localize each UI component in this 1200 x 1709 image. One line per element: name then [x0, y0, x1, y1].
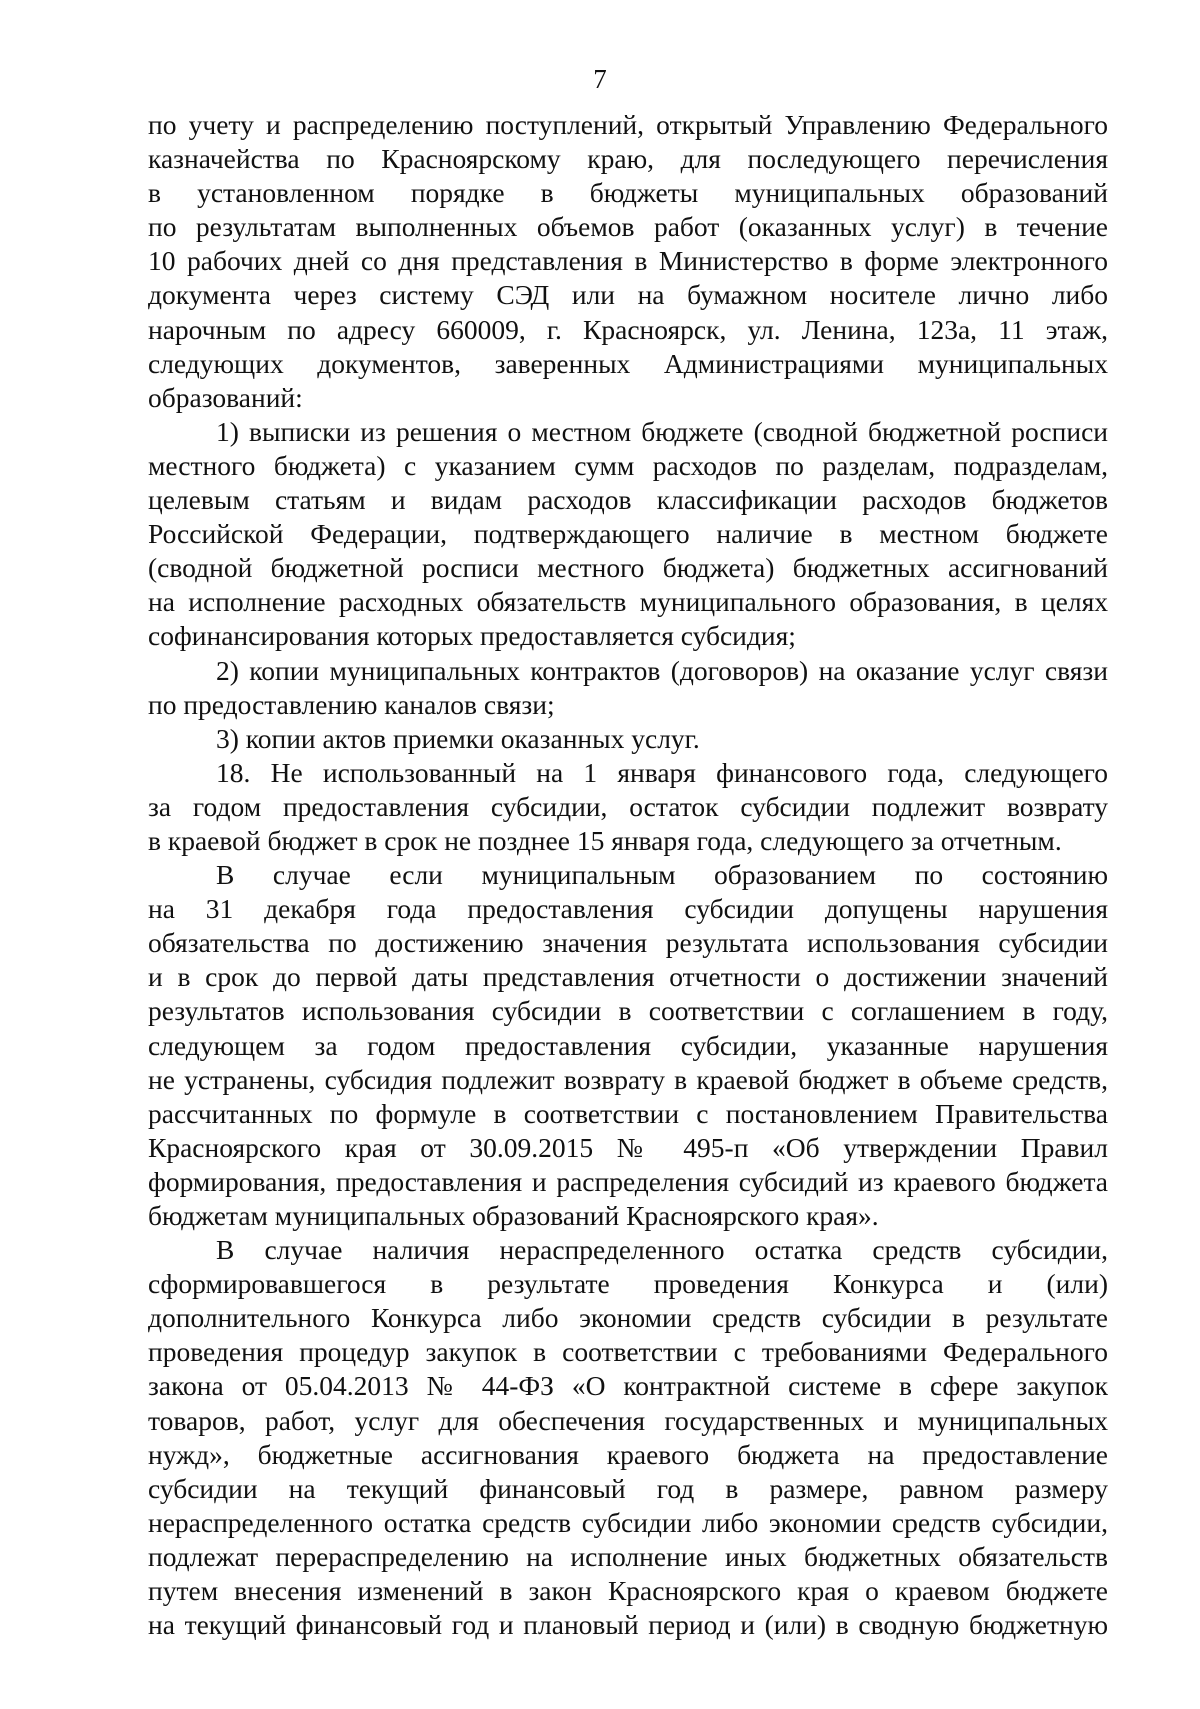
document-body — [148, 108, 1108, 1642]
text-line: бюджетам муниципальных образований Красноярского края». — [148, 1200, 879, 1231]
text-line: следующих документов, заверенных Администрациями муниципальных — [148, 347, 1108, 379]
text-line: и в срок до первой даты представления отчетности о достижении значений — [148, 961, 1108, 993]
text-line: нераспределенного остатка средств субсидии либо экономии средств субсидии, — [148, 1506, 1108, 1538]
text-line: подлежат перераспределению на исполнение иных бюджетных обязательств — [148, 1540, 1108, 1572]
text-line: путем внесения изменений в закон Красноярского края о краевом бюджете — [148, 1575, 1108, 1607]
text-line: товаров, работ, услуг для обеспечения государственных и муниципальных — [148, 1404, 1108, 1436]
text-line: на текущий финансовый год и плановый период и (или) в сводную бюджетную — [148, 1609, 1108, 1641]
text-line: целевым статьям и видам расходов классификации расходов бюджетов — [148, 484, 1108, 516]
text-line: обязательства по достижению значения результата использования субсидии — [148, 927, 1108, 959]
text-line: В случае если муниципальным образованием по состоянию — [216, 859, 1108, 891]
text-line: следующем за годом предоставления субсидии, указанные нарушения — [148, 1029, 1108, 1061]
text-line: документа через систему СЭД или на бумажном носителе лично либо — [148, 279, 1108, 311]
text-line: по результатам выполненных объемов работ (оказанных услуг) в течение — [148, 211, 1108, 243]
text-line: в краевой бюджет в срок не позднее 15 января года, следующего за отчетным. — [148, 824, 1062, 856]
text-line: за годом предоставления субсидии, остаток субсидии подлежит возврату — [148, 790, 1108, 822]
text-line: на 31 декабря года предоставления субсидии допущены нарушения — [148, 893, 1108, 925]
text-line: казначейства по Красноярскому краю, для последующего перечисления — [148, 143, 1108, 175]
text-line: (сводной бюджетной росписи местного бюджета) бюджетных ассигнований — [148, 552, 1108, 584]
text-line: местного бюджета) с указанием сумм расходов по разделам, подразделам, — [148, 449, 1108, 481]
text-line: В случае наличия нераспределенного остатка средств субсидии, — [216, 1234, 1108, 1266]
text-line: проведения процедур закупок в соответствии с требованиями Федерального — [148, 1336, 1108, 1368]
text-line: на исполнение расходных обязательств муниципального образования, в целях — [148, 586, 1108, 618]
text-line: нужд», бюджетные ассигнования краевого бюджета на предоставление — [148, 1438, 1108, 1470]
text-line: субсидии на текущий финансовый год в размере, равном размеру — [148, 1472, 1108, 1504]
text-line: результатов использования субсидии в соответствии с соглашением в году, — [148, 995, 1108, 1027]
text-line: сформировавшегося в результате проведения Конкурса и (или) — [148, 1268, 1108, 1300]
page-number: 7 — [593, 64, 607, 94]
text-line: 18. Не использованный на 1 января финансового года, следующего — [216, 756, 1108, 788]
text-line: закона от 05.04.2013 № 44-ФЗ «О контрактной системе в сфере закупок — [148, 1370, 1108, 1402]
text-line: дополнительного Конкурса либо экономии средств субсидии в результате — [148, 1302, 1108, 1334]
text-line: 1) выписки из решения о местном бюджете (сводной бюджетной росписи — [216, 415, 1108, 447]
text-line: нарочным по адресу 660009, г. Красноярск, ул. Ленина, 123а, 11 этаж, — [148, 313, 1108, 345]
text-line: образований: — [148, 381, 303, 413]
text-line: Красноярского края от 30.09.2015 № 495-п «Об утверждении Правил — [148, 1131, 1108, 1163]
text-line: по учету и распределению поступлений, открытый Управлению Федерального — [148, 109, 1108, 140]
text-line: формирования, предоставления и распределения субсидий из краевого бюджета — [148, 1165, 1108, 1197]
text-line: 3) копии актов приемки оказанных услуг. — [216, 722, 700, 754]
text-line: рассчитанных по формуле в соответствии с постановлением Правительства — [148, 1097, 1108, 1129]
text-line: 2) копии муниципальных контрактов (договоров) на оказание услуг связи — [216, 654, 1108, 686]
text-line: не устранены, субсидия подлежит возврату в краевой бюджет в объеме средств, — [148, 1063, 1108, 1095]
text-line: софинансирования которых предоставляется субсидия; — [148, 620, 796, 652]
text-line: Российской Федерации, подтверждающего наличие в местном бюджете — [148, 518, 1108, 550]
text-line: 10 рабочих дней со дня представления в Министерство в форме электронного — [148, 245, 1108, 277]
text-line: по предоставлению каналов связи; — [148, 688, 555, 720]
text-line: в установленном порядке в бюджеты муниципальных образований — [148, 177, 1108, 209]
